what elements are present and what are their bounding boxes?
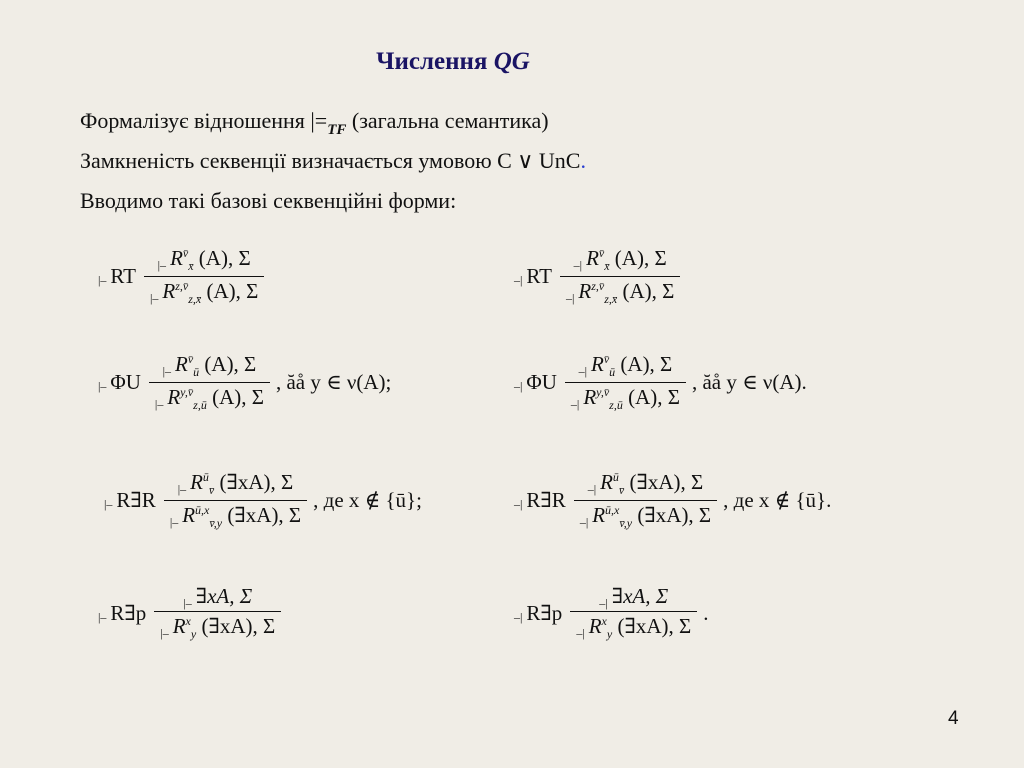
rule-rep-left: |– R∃p $\frac{|- \exists xA, \Sigma}{|- R^x_y (\exists xA), \Sigma}$ (98, 582, 281, 644)
rule-condition: , де x ∉ {ū}. (723, 488, 832, 513)
rule-rt-left: |– RT $\frac{|- R^{v̄}_{x̄} (A), \Sigma}{|- R^{z,v̄}_{z,x̄} (A), \Sigma}$ (98, 244, 264, 309)
rule-rer-left: |– R∃R $\frac{|- R^ū_{v̄} (\exists xA), \Sigma}{|- R^{ū,x}_{v̄,y} (\exists xA), \Sigma}$ , де x ∉ {ū}; (104, 468, 422, 533)
rule-fraction: $\frac{|- R^{v̄}_ū (A), \Sigma}{|- R^{y,v̄}_{z,ū} (A), \Sigma}$ (149, 350, 270, 415)
rule-rer-right: –| R∃R $\frac{-| R^ū_{v̄} (\exists xA), \Sigma}{-| R^{ū,x}_{v̄,y} (\exists xA), \Sigma}$ , де x ∉ {ū}. (514, 468, 831, 533)
rule-condition: , ăå y ∈ ν(A); (275, 370, 392, 395)
rule-fraction: $\frac{-| \exists xA, \Sigma}{-| R^x_y (\exists xA), \Sigma}$ (570, 582, 697, 644)
rule-phiu-left: |– ΦU $\frac{|- R^{v̄}_ū (A), \Sigma}{|- R^{y,v̄}_{z,ū} (A), \Sigma}$ , ăå y ∈ ν(A); (98, 350, 391, 415)
rule-rep-right: –| R∃p $\frac{-| \exists xA, \Sigma}{-| R^x_y (\exists xA), \Sigma}$ . (514, 582, 708, 644)
slide-title: Числення QG (376, 48, 530, 75)
calculus-name: QG (493, 48, 530, 75)
rule-fraction: $\frac{-| R^ū_{v̄} (\exists xA), \Sigma}{-| R^{ū,x}_{v̄,y} (\exists xA), \Sigma}$ (574, 468, 717, 533)
rule-fraction: $\frac{-| R^{v̄}_ū (A), \Sigma}{-| R^{y,v̄}_{z,ū} (A), \Sigma}$ (565, 350, 686, 415)
tf-subscript: TF (327, 122, 347, 138)
rule-fraction: $\frac{-| R^{v̄}_{x̄} (A), \Sigma}{-| R^{z,v̄}_{z,x̄} (A), \Sigma}$ (560, 244, 680, 309)
rule-phiu-right: –| ΦU $\frac{-| R^{v̄}_ū (A), \Sigma}{-| R^{y,v̄}_{z,ū} (A), \Sigma}$ , ăå y ∈ ν(A). (514, 350, 807, 415)
rule-rt-right: –| RT $\frac{-| R^{v̄}_{x̄} (A), \Sigma}{-| R^{z,v̄}_{z,x̄} (A), \Sigma}$ (514, 244, 680, 309)
rule-fraction: $\frac{|- R^ū_{v̄} (\exists xA), \Sigma}{|- R^{ū,x}_{v̄,y} (\exists xA), \Sigma}$ (164, 468, 307, 533)
text-line-2: Замкненість секвенції визначається умовою C ∨ UnC. (80, 148, 586, 173)
rule-condition: , де x ∉ {ū}; (313, 488, 422, 513)
page-number: 4 (948, 708, 959, 729)
text-line-3: Вводимо такі базові секвенційні форми: (80, 188, 457, 213)
text-line-1: Формалізує відношення $|=_{TF}$ (загальна семантика) (80, 108, 549, 138)
rule-fraction: $\frac{|- R^{v̄}_{x̄} (A), \Sigma}{|- R^{z,v̄}_{z,x̄} (A), \Sigma}$ (144, 244, 264, 309)
rule-fraction: $\frac{|- \exists xA, \Sigma}{|- R^x_y (\exists xA), \Sigma}$ (154, 582, 281, 644)
rule-condition: , ăå y ∈ ν(A). (691, 370, 807, 395)
